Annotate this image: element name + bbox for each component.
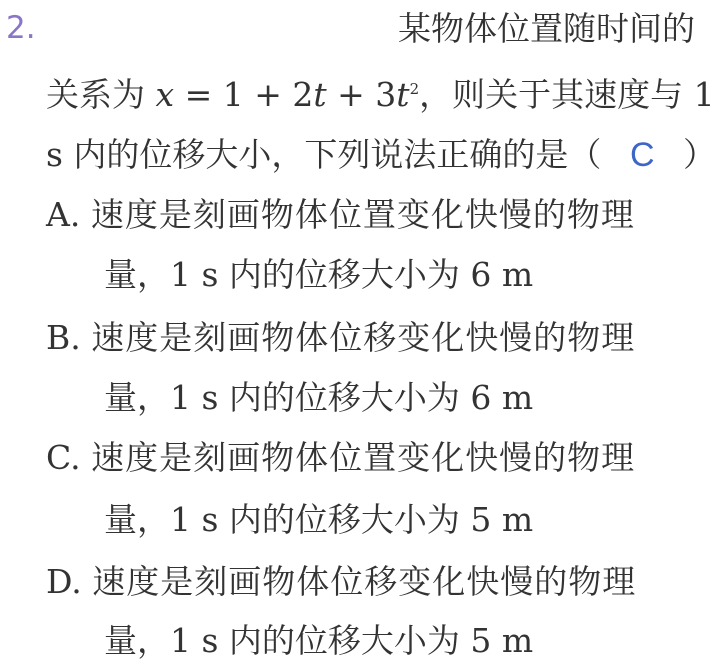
question-line-1: 某物体位置随时间的	[398, 9, 695, 48]
option-letter: C.	[46, 438, 81, 477]
math-x: x	[155, 75, 175, 114]
option-c-line-2: 量，1 s 内的位移大小为 5 m	[104, 500, 534, 539]
question-line-3: s 内的位移大小，下列说法正确的是（ C ）	[46, 135, 716, 174]
question-line-2: 关系为 $x = 1 + 2t + 3t^2$，则关于其速度与 1	[46, 75, 715, 114]
question-number: 2.	[6, 10, 36, 46]
option-letter: D.	[46, 562, 82, 601]
option-d-line-1: D. 速度是刻画物体位移变化快慢的物理	[46, 562, 637, 601]
option-b-line-2: 量，1 s 内的位移大小为 6 m	[104, 378, 534, 417]
filled-answer: C	[629, 136, 655, 174]
option-b-line-1: B. 速度是刻画物体位移变化快慢的物理	[46, 318, 636, 357]
option-c-line-1: C. 速度是刻画物体位置变化快慢的物理	[46, 438, 636, 477]
option-d-line-2: 量，1 s 内的位移大小为 5 m	[104, 621, 534, 660]
option-letter: B.	[46, 318, 81, 357]
option-a-line-1: A. 速度是刻画物体位置变化快慢的物理	[46, 195, 635, 234]
option-a-line-2: 量，1 s 内的位移大小为 6 m	[104, 255, 534, 294]
option-letter: A.	[46, 195, 81, 234]
